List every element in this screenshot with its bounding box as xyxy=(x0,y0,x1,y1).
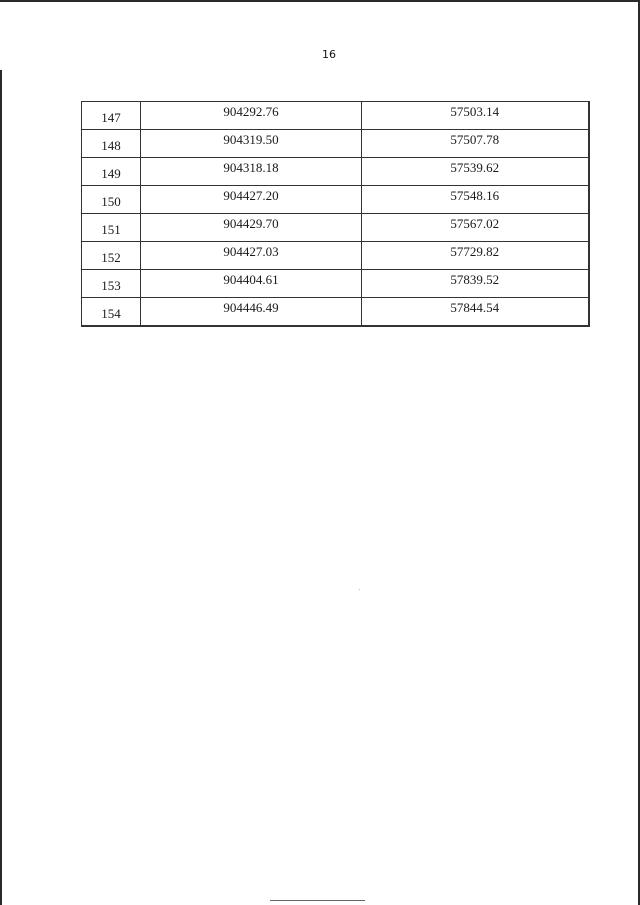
point-number-cell: 153 xyxy=(82,270,141,298)
point-number-cell: 150 xyxy=(82,186,141,214)
y-coordinate-cell: 57539.62 xyxy=(362,158,589,186)
point-number-cell: 147 xyxy=(82,102,141,130)
scan-bottom-line xyxy=(270,900,365,901)
table-row xyxy=(82,158,589,186)
point-number-cell: 148 xyxy=(82,130,141,158)
point-number-cell: 152 xyxy=(82,242,141,270)
table-row xyxy=(82,214,589,242)
page-edge-left xyxy=(0,70,2,905)
x-coordinate-cell: 904429.70 xyxy=(141,214,362,242)
x-coordinate-cell: 904318.18 xyxy=(141,158,362,186)
scan-speck xyxy=(359,589,360,590)
table-row xyxy=(82,270,589,298)
page-number: 16 xyxy=(322,48,336,61)
point-number-cell: 154 xyxy=(82,298,141,327)
y-coordinate-cell: 57548.16 xyxy=(362,186,589,214)
table-row xyxy=(82,130,589,158)
x-coordinate-cell: 904427.03 xyxy=(141,242,362,270)
table-row xyxy=(82,186,589,214)
coordinates-table xyxy=(81,101,590,327)
page-edge-top xyxy=(0,0,640,2)
x-coordinate-cell: 904427.20 xyxy=(141,186,362,214)
x-coordinate-cell: 904319.50 xyxy=(141,130,362,158)
table-row xyxy=(82,298,589,327)
y-coordinate-cell: 57507.78 xyxy=(362,130,589,158)
y-coordinate-cell: 57567.02 xyxy=(362,214,589,242)
y-coordinate-cell: 57839.52 xyxy=(362,270,589,298)
table-row xyxy=(82,102,589,130)
point-number-cell: 149 xyxy=(82,158,141,186)
y-coordinate-cell: 57844.54 xyxy=(362,298,589,327)
x-coordinate-cell: 904292.76 xyxy=(141,102,362,130)
x-coordinate-cell: 904404.61 xyxy=(141,270,362,298)
y-coordinate-cell: 57503.14 xyxy=(362,102,589,130)
x-coordinate-cell: 904446.49 xyxy=(141,298,362,327)
point-number-cell: 151 xyxy=(82,214,141,242)
y-coordinate-cell: 57729.82 xyxy=(362,242,589,270)
table-row xyxy=(82,242,589,270)
